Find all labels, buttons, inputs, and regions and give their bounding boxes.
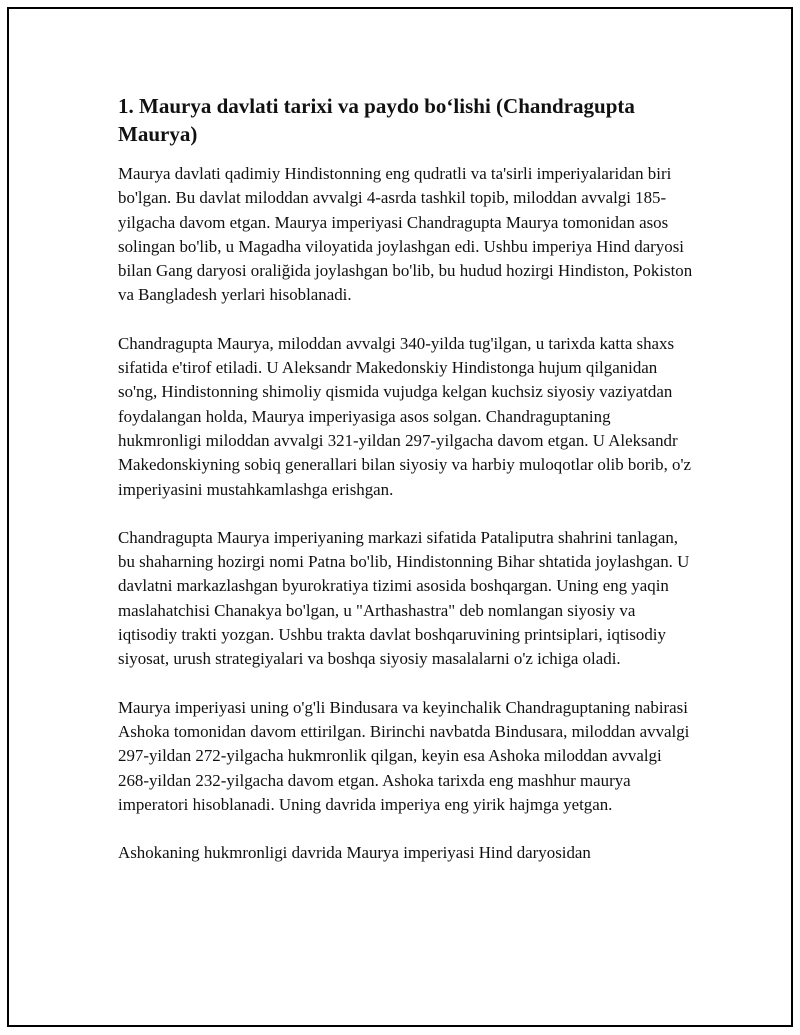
paragraph: Maurya imperiyasi uning o'g'li Bindusara va keyinchalik Chandraguptaning nabirasi Ashoka tomonidan davom ettirilgan. Birinchi navbatda Bindusara, miloddan avvalgi 297-yildan 272-yilgacha hukmronlik qilgan, keyin esa Ashoka miloddan avvalgi 268-yildan 232-yilgacha davom etgan. Ashoka tarixda eng mashhur maurya imperatori hisoblanadi. Uning davrida imperiya eng yirik hajmga yetgan. — [118, 697, 690, 814]
paragraph: Chandragupta Maurya, miloddan avvalgi 340-yilda tug'ilgan, u tarixda katta shaxs sifatida e'tirof etiladi. U Aleksandr Makedonskiy Hindistonga hujum qilganidan so'ng, Hindistonning shimoliy qismida vujudga kelgan kuchsiz siyosiy vaziyatdan foydalangan holda, Maurya imperiyasiga asos solgan. Chandraguptaning hukmronligi miloddan avvalgi 321-yildan 297-yilgacha davom etgan. U Aleksandr Makedonskiyning sobiq generallari bilan siyosiy va harbiy muloqotlar olib borib, o'z imperiyasini mustahkamlashga erishgan. — [118, 333, 692, 499]
paragraph: Ashokaning hukmronligi davrida Maurya imperiyasi Hind daryosidan — [118, 843, 591, 863]
section-title: 1. Maurya davlati tarixi va paydo bo‘lishi (Chandragupta Maurya) — [118, 94, 635, 146]
document-body — [118, 92, 693, 889]
paragraph: Chandragupta Maurya imperiyaning markazi sifatida Pataliputra shahrini tanlagan, bu shaharning hozirgi nomi Patna bo'lib, Hindistonning Bihar shtatida joylashgan. U davlatni markazlashgan byurokratiya tizimi asosida boshqargan. Uning eng yaqin maslahatchisi Chanakya bo'lgan, u "Arthashastra" deb nomlangan siyosiy va iqtisodiy trakti yozgan. Ushbu trakta davlat boshqaruvining printsiplari, iqtisodiy siyosat, urush strategiyalari va boshqa siyosiy masalalarni o'z ichiga oladi. — [118, 527, 690, 669]
paragraph: Maurya davlati qadimiy Hindistonning eng qudratli va ta'sirli imperiyalaridan biri bo'lgan. Bu davlat miloddan avvalgi 4-asrda tashkil topib, miloddan avvalgi 185-yilgacha davom etgan. Maurya imperiyasi Chandragupta Maurya tomonidan asos solingan bo'lib, u Magadha viloyatida joylashgan edi. Ushbu imperiya Hind daryosi bilan Gang daryosi oraliğida joylashgan bo'lib, bu hudud hozirgi Hindiston, Pokiston va Bangladesh yerlari hisoblanadi. — [118, 164, 693, 305]
